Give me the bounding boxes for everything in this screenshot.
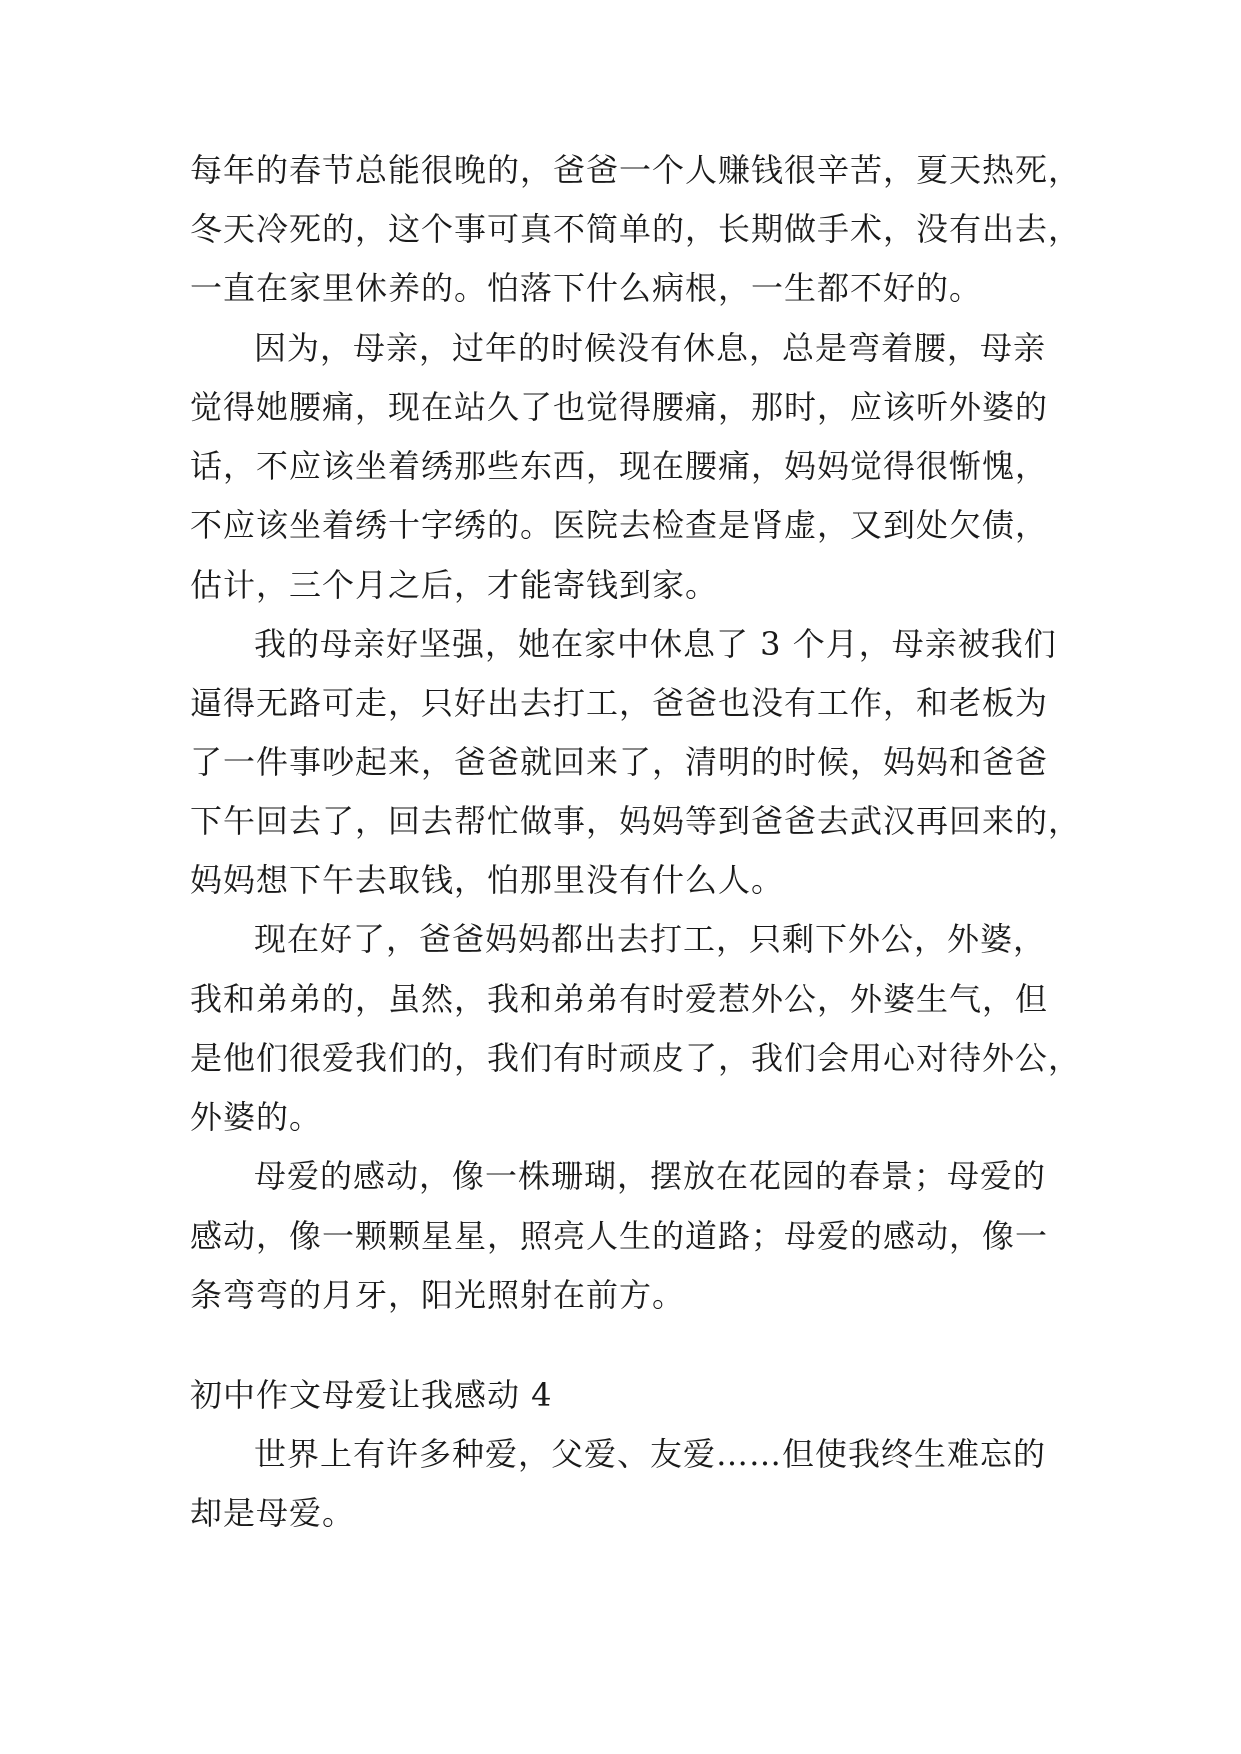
paragraph-2-line-5: 估计，三个月之后，才能寄钱到家。 xyxy=(190,566,719,604)
paragraph-5-line-2: 感动，像一颗颗星星，照亮人生的道路；母爱的感动，像一 xyxy=(190,1217,1049,1255)
paragraph-4-line-3: 是他们很爱我们的，我们有时顽皮了，我们会用心对待外公， xyxy=(190,1039,1082,1077)
section-heading: 初中作文母爱让我感动 4 xyxy=(190,1376,553,1414)
paragraph-3-line-4: 下午回去了，回去帮忙做事，妈妈等到爸爸去武汉再回来的， xyxy=(190,802,1082,840)
paragraph-6-line-2: 却是母爱。 xyxy=(190,1494,356,1532)
paragraph-3-line-1: 我的母亲好坚强，她在家中休息了 3 个月，母亲被我们 xyxy=(254,625,1057,663)
paragraph-1-line-2: 冬天冷死的，这个事可真不简单的，长期做手术，没有出去， xyxy=(190,210,1082,248)
paragraph-2-line-4: 不应该坐着绣十字绣的。医院去检查是肾虚，又到处欠债， xyxy=(190,506,1049,544)
paragraph-4-line-2: 我和弟弟的，虽然，我和弟弟有时爱惹外公，外婆生气，但 xyxy=(190,980,1049,1018)
paragraph-5-line-3: 条弯弯的月牙，阳光照射在前方。 xyxy=(190,1276,686,1314)
paragraph-1-line-1: 每年的春节总能很晚的，爸爸一个人赚钱很辛苦，夏天热死， xyxy=(190,151,1082,189)
paragraph-2-line-2: 觉得她腰痛，现在站久了也觉得腰痛，那时，应该听外婆的 xyxy=(190,388,1049,426)
paragraph-4-line-4: 外婆的。 xyxy=(190,1098,323,1136)
paragraph-2-line-3: 话，不应该坐着绣那些东西，现在腰痛，妈妈觉得很惭愧， xyxy=(190,447,1049,485)
paragraph-3-line-3: 了一件事吵起来，爸爸就回来了，清明的时候，妈妈和爸爸 xyxy=(190,743,1049,781)
paragraph-6-line-1: 世界上有许多种爱，父爱、友爱……但使我终生难忘的 xyxy=(254,1435,1047,1473)
paragraph-4-line-1: 现在好了，爸爸妈妈都出去打工，只剩下外公，外婆， xyxy=(254,920,1047,958)
paragraph-5-line-1: 母爱的感动，像一株珊瑚，摆放在花园的春景；母爱的 xyxy=(254,1157,1047,1195)
paragraph-2-line-1: 因为，母亲，过年的时候没有休息，总是弯着腰，母亲 xyxy=(254,329,1047,367)
paragraph-3-line-2: 逼得无路可走，只好出去打工，爸爸也没有工作，和老板为 xyxy=(190,684,1049,722)
paragraph-3-line-5: 妈妈想下午去取钱，怕那里没有什么人。 xyxy=(190,861,785,899)
paragraph-1-line-3: 一直在家里休养的。怕落下什么病根，一生都不好的。 xyxy=(190,269,983,307)
